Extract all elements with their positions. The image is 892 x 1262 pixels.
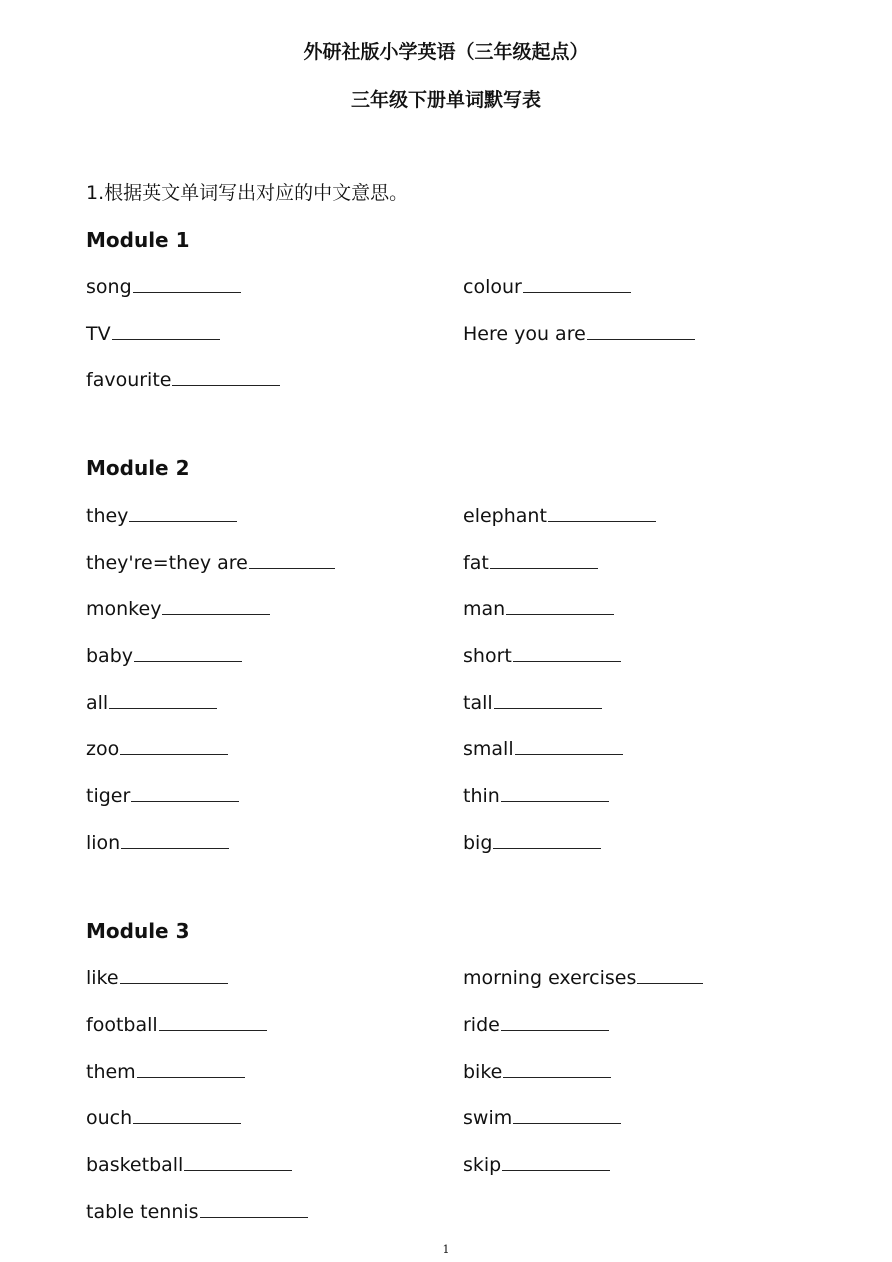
word-item: like xyxy=(86,965,228,991)
answer-blank[interactable] xyxy=(493,847,601,849)
word-item: small xyxy=(463,736,623,762)
answer-blank[interactable] xyxy=(515,753,623,755)
answer-blank[interactable] xyxy=(109,707,217,709)
answer-blank[interactable] xyxy=(129,520,237,522)
word-item: zoo xyxy=(86,736,228,762)
page-number: 1 xyxy=(442,1243,450,1256)
word-item: short xyxy=(463,643,621,669)
word-item: fat xyxy=(463,550,598,576)
word-item: they're=they are xyxy=(86,550,335,576)
module-heading: Module 2 xyxy=(86,456,190,480)
word-item: big xyxy=(463,830,601,856)
answer-blank[interactable] xyxy=(503,1076,611,1078)
answer-blank[interactable] xyxy=(121,847,229,849)
answer-blank[interactable] xyxy=(172,384,280,386)
word-item: favourite xyxy=(86,367,280,393)
word-item: bike xyxy=(463,1059,611,1085)
answer-blank[interactable] xyxy=(501,1029,609,1031)
answer-blank[interactable] xyxy=(490,567,598,569)
word-item: Here you are xyxy=(463,321,695,347)
answer-blank[interactable] xyxy=(112,338,220,340)
answer-blank[interactable] xyxy=(513,1122,621,1124)
answer-blank[interactable] xyxy=(133,291,241,293)
answer-blank[interactable] xyxy=(637,982,703,984)
module-heading: Module 1 xyxy=(86,228,190,252)
word-item: ouch xyxy=(86,1105,241,1131)
word-item: thin xyxy=(463,783,609,809)
answer-blank[interactable] xyxy=(184,1169,292,1171)
answer-blank[interactable] xyxy=(200,1216,308,1218)
word-item: they xyxy=(86,503,237,529)
page-subtitle: 三年级下册单词默写表 xyxy=(350,89,541,111)
answer-blank[interactable] xyxy=(133,1122,241,1124)
word-item: skip xyxy=(463,1152,610,1178)
word-item: TV xyxy=(86,321,220,347)
answer-blank[interactable] xyxy=(159,1029,267,1031)
answer-blank[interactable] xyxy=(501,800,609,802)
word-item: tiger xyxy=(86,783,239,809)
module-heading: Module 3 xyxy=(86,919,190,943)
word-item: all xyxy=(86,690,217,716)
word-item: morning exercises xyxy=(463,965,703,991)
answer-blank[interactable] xyxy=(120,753,228,755)
word-item: football xyxy=(86,1012,267,1038)
answer-blank[interactable] xyxy=(587,338,695,340)
word-item: tall xyxy=(463,690,602,716)
word-item: basketball xyxy=(86,1152,292,1178)
answer-blank[interactable] xyxy=(137,1076,245,1078)
instruction: 1.根据英文单词写出对应的中文意思。 xyxy=(86,182,409,204)
word-item: lion xyxy=(86,830,229,856)
answer-blank[interactable] xyxy=(249,567,335,569)
answer-blank[interactable] xyxy=(523,291,631,293)
page-title: 外研社版小学英语（三年级起点） xyxy=(303,41,589,63)
word-item: table tennis xyxy=(86,1199,308,1225)
answer-blank[interactable] xyxy=(134,660,242,662)
word-item: monkey xyxy=(86,596,270,622)
word-item: them xyxy=(86,1059,245,1085)
word-item: ride xyxy=(463,1012,609,1038)
word-item: colour xyxy=(463,274,631,300)
answer-blank[interactable] xyxy=(120,982,228,984)
answer-blank[interactable] xyxy=(502,1169,610,1171)
answer-blank[interactable] xyxy=(506,613,614,615)
answer-blank[interactable] xyxy=(548,520,656,522)
word-item: swim xyxy=(463,1105,621,1131)
word-item: elephant xyxy=(463,503,656,529)
answer-blank[interactable] xyxy=(131,800,239,802)
answer-blank[interactable] xyxy=(162,613,270,615)
word-item: song xyxy=(86,274,241,300)
answer-blank[interactable] xyxy=(494,707,602,709)
answer-blank[interactable] xyxy=(513,660,621,662)
word-item: man xyxy=(463,596,614,622)
word-item: baby xyxy=(86,643,242,669)
